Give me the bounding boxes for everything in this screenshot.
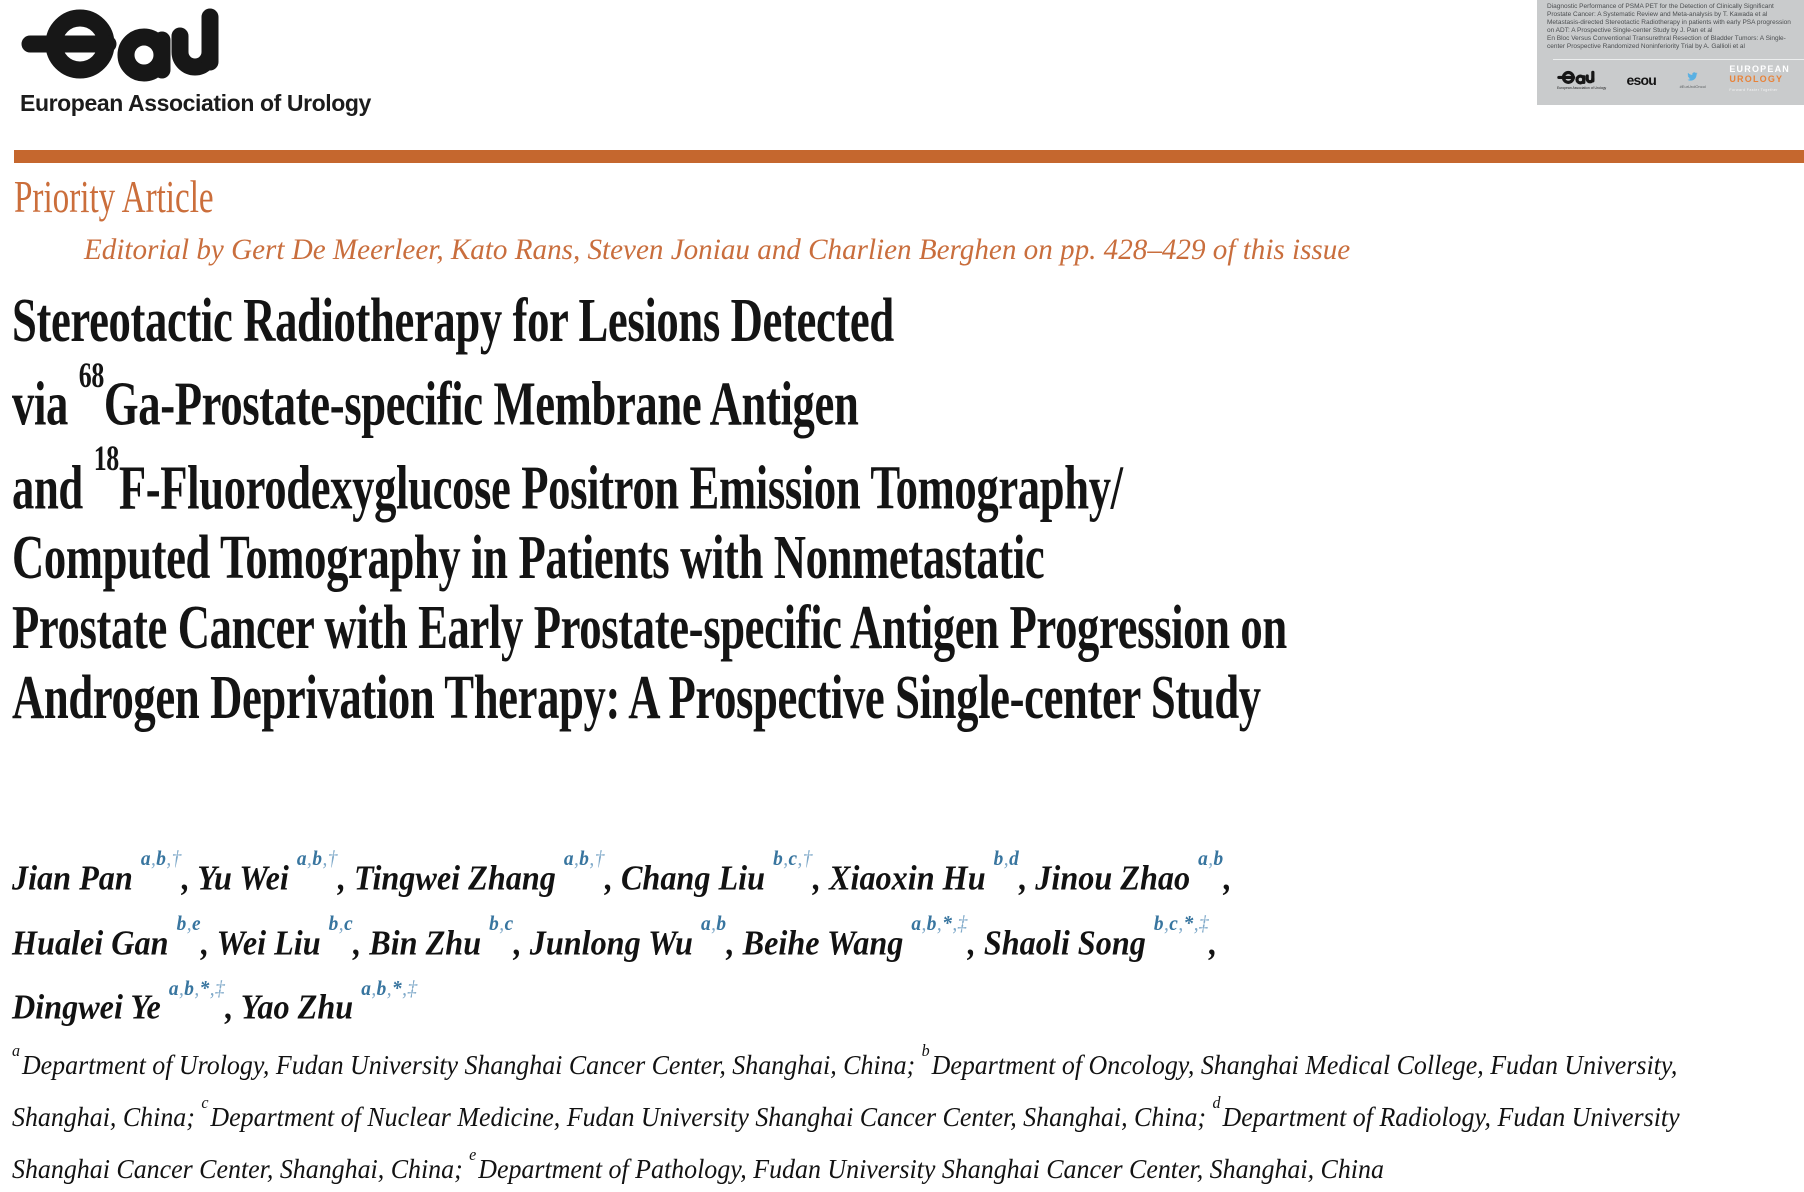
eau-logo-subtitle: European Association of Urology xyxy=(20,90,371,116)
cover-twitter-block xyxy=(1680,71,1706,89)
author-list: Jian Pan $^{a,b,\dagger}$, Yu Wei $^{a,b,\dagger}$, Tingwei Zhang $^{a,b,\dagger}$, Chang Liu $^{b,c,\dagger}$, Xiaoxin Hu $^{b,d}$, Jinou Zhao $^{a,b}$, Hualei Gan $^{b,e}$, Wei Liu $^{b,c}$, Bin Zhu $^{b,c}$, Junlong Wu $^{a,b}$, Beihe Wang $^{a,b,*,\ddagger}$, Shaoli Song $^{b,c,*,\ddagger}$, Dingwei Ye $^{a,b,*,\ddagger}$, Yao Zhu $^{a,b,*,\ddagger}$ xyxy=(12,846,1232,1027)
cover-article-list: Diagnostic Performance of PSMA PET for the Detection of Clinically Significant Prostate Cancer: A Systematic Review and Meta-analysis by T. Kawada et al Metastasis-directed Stereotactic Radiotherapy in patients with early PSA progression on ADT: A Prospective Single-center Study by J. Pan et al En Bloc Versus Conventional Transurethral Resection of Bladder Tumors: A Single-center Prospective Randomized Noninferiority Trial by A. Gallioli et al xyxy=(1547,3,1791,50)
twitter-handle: #EurUrolOncol xyxy=(1679,83,1706,89)
european-urology-wordmark xyxy=(1729,64,1790,95)
cover-footer xyxy=(1537,60,1804,105)
affiliation-list: $^a$Department of Urology, Fudan University Shanghai Cancer Center, Shanghai, China; $^b$Department of Oncology, Shanghai Medical College, Fudan University, Shanghai, China; $^c$Department of Nuclear Medicine, Fudan University Shanghai Cancer Center, Shanghai, China; $^d$Department of Radiology, Fudan University Shanghai Cancer Center, Shanghai, China; $^e$Department of Pathology, Fudan University Shanghai Cancer Center, Shanghai, China xyxy=(12,1041,1680,1184)
cover-eau-subtitle: European Association of Urology xyxy=(1557,85,1607,90)
journal-name-bottom: UROLOGY xyxy=(1729,74,1784,84)
eau-logo-icon xyxy=(20,6,232,88)
section-kicker: Priority Article xyxy=(14,171,214,222)
esou-logo: esou xyxy=(1626,71,1657,88)
article-title: Stereotactic Radiotherapy for Lesions Detected via $^{68}$Ga-Prostate-specific Membrane Antigen and $^{18}$F-Fluorodexyglucose Positron Emission Tomography/ Computed Tomography in Patients with Nonmetastatic Prostate Cancer with Early Prostate-specific Antigen Progression on Androgen Deprivation Therapy: A Prospective Single-center Study xyxy=(12,287,1287,733)
cover-eau-logo xyxy=(1557,70,1607,90)
eau-mini-icon xyxy=(1557,70,1597,86)
eau-logo xyxy=(20,6,400,117)
section-divider-rule xyxy=(14,150,1804,163)
journal-tagline: Forward Faster Together xyxy=(1729,88,1778,92)
journal-cover-thumbnail xyxy=(1537,0,1804,105)
editorial-note: Editorial by Gert De Meerleer, Kato Rans, Steven Joniau and Charlien Berghen on pp. 428–429 of this issue xyxy=(84,233,1351,266)
journal-name-top: EUROPEAN xyxy=(1729,64,1790,74)
twitter-bird-icon xyxy=(1687,71,1698,82)
